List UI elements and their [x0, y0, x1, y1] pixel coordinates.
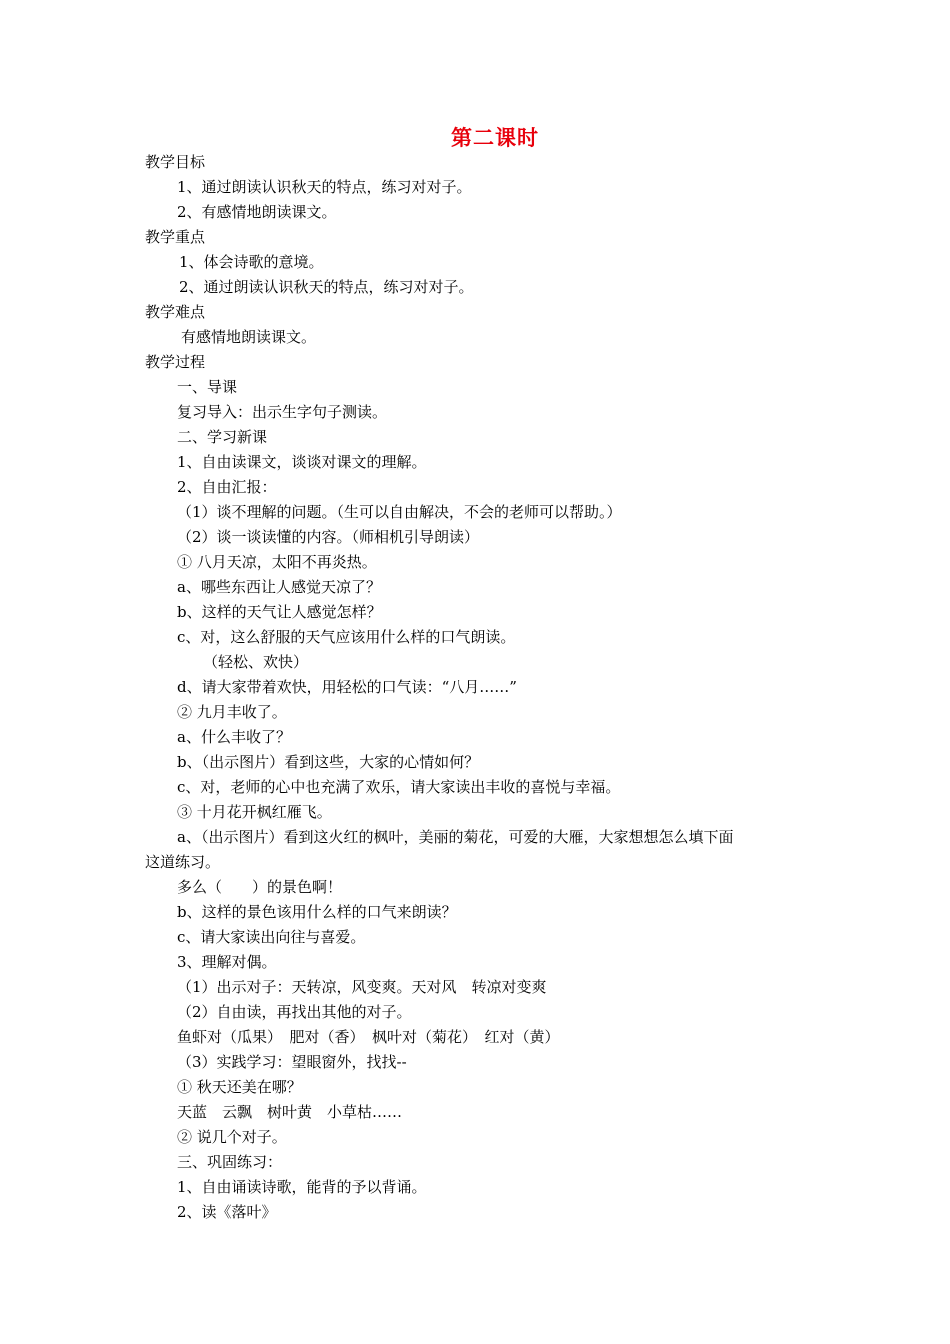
text-line: 教学目标 — [145, 153, 206, 171]
text-line: a、（出示图片）看到这火红的枫叶，美丽的菊花，可爱的大雁，大家想想怎么填下面 — [177, 828, 734, 846]
text-line: 2、读《落叶》 — [177, 1203, 277, 1221]
text-line: （1）出示对子：天转凉，风变爽。天对风 转凉对变爽 — [177, 978, 547, 996]
text-line: 二、学习新课 — [177, 428, 268, 446]
text-line: 1、体会诗歌的意境。 — [179, 253, 324, 271]
text-line: 教学难点 — [145, 303, 206, 321]
text-line: ① 秋天还美在哪？ — [177, 1078, 302, 1096]
text-line: 一、导课 — [177, 378, 238, 396]
text-line: 1、自由读课文，谈谈对课文的理解。 — [177, 453, 427, 471]
text-line: （1）谈不理解的问题。（生可以自由解决，不会的老师可以帮助。） — [177, 503, 622, 521]
text-line: 2、自由汇报： — [177, 478, 277, 496]
text-line: ② 九月丰收了。 — [177, 703, 287, 721]
text-line: 多么（ ）的景色啊！ — [177, 878, 343, 896]
text-line: 3、理解对偶。 — [177, 953, 277, 971]
text-line: b、这样的景色该用什么样的口气来朗读？ — [177, 903, 457, 921]
text-line: 鱼虾对（瓜果） 肥对（香） 枫叶对（菊花） 红对（黄） — [177, 1028, 560, 1046]
text-line: 2、有感情地朗读课文。 — [177, 203, 337, 221]
text-line: a、什么丰收了？ — [177, 728, 291, 746]
text-line: b、（出示图片）看到这些，大家的心情如何？ — [177, 753, 480, 771]
text-line: 三、巩固练习： — [177, 1153, 283, 1171]
text-line: 天蓝 云飘 树叶黄 小草枯…… — [177, 1103, 403, 1121]
text-line: （2）自由读，再找出其他的对子。 — [177, 1003, 412, 1021]
text-line: （轻松、欢快） — [203, 653, 309, 671]
text-line: 这道练习。 — [145, 853, 221, 871]
text-line: ① 八月天凉，太阳不再炎热。 — [177, 553, 377, 571]
text-line: （3）实践学习：望眼窗外，找找-- — [177, 1053, 407, 1071]
page-title: 第二课时 — [451, 126, 539, 150]
text-line: c、请大家读出向往与喜爱。 — [177, 928, 366, 946]
text-line: a、哪些东西让人感觉天凉了？ — [177, 578, 381, 596]
text-line: 有感情地朗读课文。 — [181, 328, 317, 346]
text-line: c、对，老师的心中也充满了欢乐，请大家读出丰收的喜悦与幸福。 — [177, 778, 621, 796]
text-line: 1、通过朗读认识秋天的特点，练习对对子。 — [177, 178, 472, 196]
text-line: c、对，这么舒服的天气应该用什么样的口气朗读。 — [177, 628, 516, 646]
text-line: 2、通过朗读认识秋天的特点，练习对对子。 — [179, 278, 474, 296]
text-line: 复习导入：出示生字句子测读。 — [177, 403, 388, 421]
document-body — [145, 150, 810, 1225]
text-line: ② 说几个对子。 — [177, 1128, 287, 1146]
text-line: 教学过程 — [145, 353, 206, 371]
text-line: （2）谈一谈读懂的内容。（师相机引导朗读） — [177, 528, 480, 546]
text-line: b、这样的天气让人感觉怎样？ — [177, 603, 382, 621]
text-line: 1、自由诵读诗歌，能背的予以背诵。 — [177, 1178, 427, 1196]
text-line: d、请大家带着欢快，用轻松的口气读：“八月……” — [177, 678, 517, 696]
text-line: ③ 十月花开枫红雁飞。 — [177, 803, 332, 821]
text-line: 教学重点 — [145, 228, 206, 246]
